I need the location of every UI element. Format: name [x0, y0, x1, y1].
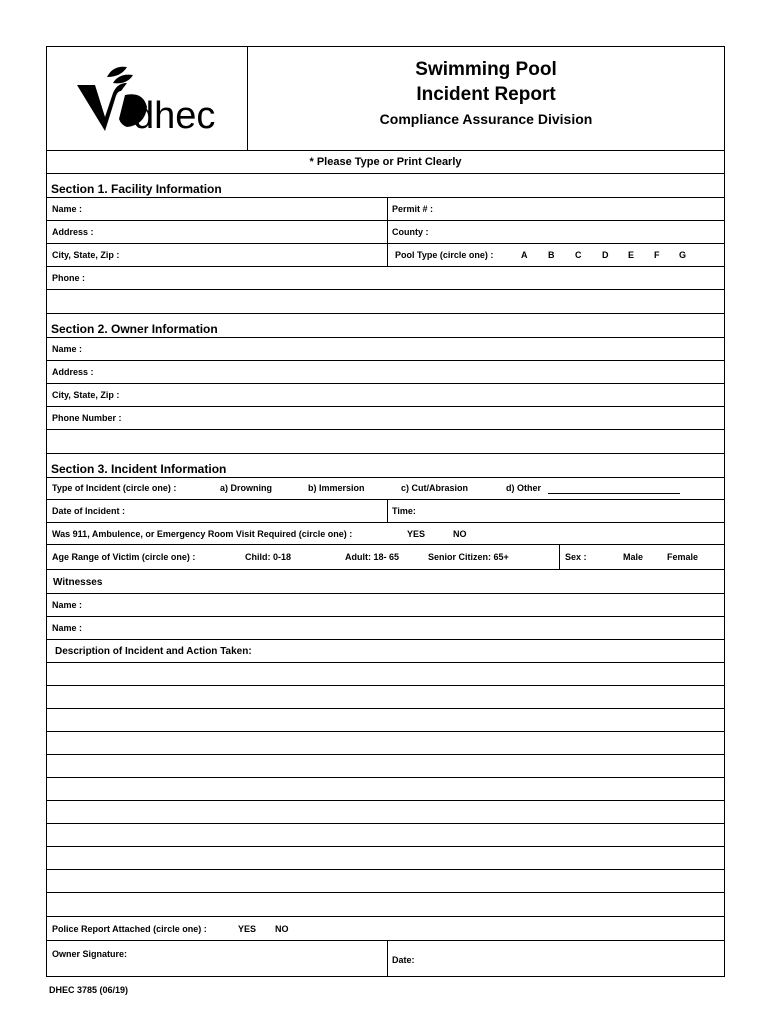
facility-name-label: Name :	[52, 204, 83, 214]
form-header	[47, 47, 724, 151]
description-line[interactable]	[47, 801, 724, 824]
type-immersion[interactable]: b) Immersion	[308, 483, 365, 493]
divider	[387, 221, 388, 244]
pool-option-c[interactable]: C	[575, 250, 582, 260]
section3-title: Section 3. Incident Information	[51, 462, 227, 476]
age-senior[interactable]: Senior Citizen: 65+	[428, 552, 509, 562]
incident-type-label: Type of Incident (circle one) :	[52, 483, 177, 493]
witness-name-row-1[interactable]	[47, 594, 724, 617]
incident-report-form	[46, 46, 725, 977]
section2-title: Section 2. Owner Information	[51, 322, 218, 336]
section1-header	[47, 174, 724, 198]
sex-female[interactable]: Female	[667, 552, 699, 562]
instruction-row	[47, 150, 724, 174]
county-label: County :	[392, 227, 429, 237]
description-header	[47, 640, 724, 663]
facility-address-label: Address :	[52, 227, 94, 237]
age-child[interactable]: Child: 0-18	[245, 552, 292, 562]
pool-option-g[interactable]: G	[679, 250, 687, 260]
owner-city-row[interactable]	[47, 384, 724, 407]
divider	[387, 198, 388, 221]
owner-city-label: City, State, Zip :	[52, 390, 120, 400]
police-yes[interactable]: YES	[238, 924, 257, 934]
pool-option-d[interactable]: D	[602, 250, 609, 260]
signature-date-label: Date:	[392, 955, 415, 965]
permit-label: Permit # :	[392, 204, 434, 214]
emergency-label: Was 911, Ambulence, or Emergency Room Visit Required (circle one) :	[52, 529, 353, 539]
description-line[interactable]	[47, 686, 724, 709]
pool-option-f[interactable]: F	[654, 250, 660, 260]
age-adult[interactable]: Adult: 18- 65	[345, 552, 400, 562]
divider	[387, 500, 388, 523]
pool-type-label: Pool Type (circle one) :	[395, 250, 494, 260]
sex-male[interactable]: Male	[623, 552, 644, 562]
facility-phone-label: Phone :	[52, 273, 85, 283]
owner-signature-label: Owner Signature:	[52, 949, 128, 959]
witness-name-row-2[interactable]	[47, 617, 724, 640]
other-underline[interactable]	[548, 493, 680, 494]
title-cell	[248, 47, 724, 150]
facility-city-row[interactable]	[47, 244, 724, 267]
section1-title: Section 1. Facility Information	[51, 182, 222, 196]
logo-text: dhec	[133, 95, 216, 137]
type-drowning[interactable]: a) Drowning	[220, 483, 272, 493]
description-line[interactable]	[47, 824, 724, 847]
description-line[interactable]	[47, 663, 724, 686]
blank-row	[47, 290, 724, 314]
facility-phone-row[interactable]	[47, 267, 724, 290]
incident-date-row[interactable]	[47, 500, 724, 523]
police-no[interactable]: NO	[275, 924, 289, 934]
facility-city-label: City, State, Zip :	[52, 250, 120, 260]
divider	[387, 244, 388, 267]
signature-row[interactable]	[47, 941, 724, 976]
type-cut-abrasion[interactable]: c) Cut/Abrasion	[401, 483, 469, 493]
emergency-row	[47, 523, 724, 545]
divider	[387, 941, 388, 976]
owner-phone-label: Phone Number :	[52, 413, 122, 423]
pool-option-e[interactable]: E	[628, 250, 635, 260]
witness-name-label-1: Name :	[52, 600, 83, 610]
type-other[interactable]: d) Other	[506, 483, 541, 493]
incident-type-row	[47, 478, 724, 500]
pool-option-a[interactable]: A	[521, 250, 528, 260]
division-title: Compliance Assurance Division	[379, 111, 593, 127]
facility-name-row[interactable]	[47, 198, 724, 221]
description-title: Description of Incident and Action Taken:	[55, 646, 252, 657]
witnesses-header	[47, 570, 724, 594]
owner-name-label: Name :	[52, 344, 83, 354]
blank-row	[47, 430, 724, 454]
description-line[interactable]	[47, 732, 724, 755]
incident-date-label: Date of Incident :	[52, 506, 126, 516]
owner-phone-row[interactable]	[47, 407, 724, 430]
dhec-logo	[47, 47, 247, 150]
police-report-row	[47, 917, 724, 941]
description-line[interactable]	[47, 847, 724, 870]
facility-address-row[interactable]	[47, 221, 724, 244]
section3-header	[47, 454, 724, 478]
logo-cell	[47, 47, 248, 150]
owner-name-row[interactable]	[47, 338, 724, 361]
instruction-text: * Please Type or Print Clearly	[309, 156, 462, 168]
incident-time-label: Time:	[392, 506, 416, 516]
police-report-label: Police Report Attached (circle one) :	[52, 924, 207, 934]
emergency-yes[interactable]: YES	[407, 529, 426, 539]
divider	[559, 545, 560, 570]
title-line-1: Swimming Pool	[415, 59, 557, 80]
pool-option-b[interactable]: B	[548, 250, 555, 260]
description-line[interactable]	[47, 893, 724, 917]
description-line[interactable]	[47, 870, 724, 893]
form-number: DHEC 3785 (06/19)	[49, 985, 129, 995]
age-range-label: Age Range of Victim (circle one) :	[52, 552, 196, 562]
sex-label: Sex :	[565, 552, 587, 562]
witness-name-label-2: Name :	[52, 623, 83, 633]
owner-address-row[interactable]	[47, 361, 724, 384]
description-line[interactable]	[47, 709, 724, 732]
emergency-no[interactable]: NO	[453, 529, 467, 539]
section2-header	[47, 314, 724, 338]
description-line[interactable]	[47, 755, 724, 778]
title-line-2: Incident Report	[416, 84, 556, 105]
description-line[interactable]	[47, 778, 724, 801]
owner-address-label: Address :	[52, 367, 94, 377]
age-sex-row	[47, 545, 724, 570]
witnesses-title: Witnesses	[53, 577, 103, 588]
